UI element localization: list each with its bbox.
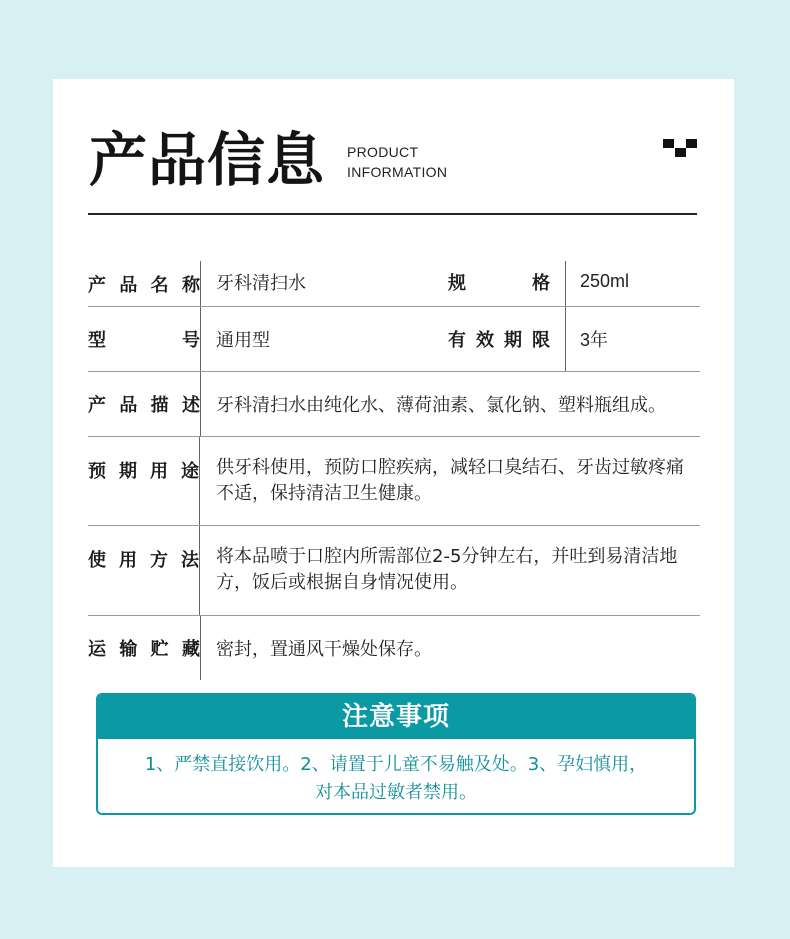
notice-body	[98, 739, 694, 807]
label-char: 型	[88, 330, 106, 351]
label-char: 藏	[181, 639, 200, 660]
label-char: 格	[532, 272, 550, 294]
subtitle-line-1: PRODUCT	[347, 144, 419, 160]
product-info-card	[53, 79, 734, 867]
label-description	[88, 372, 201, 436]
value-spec: 250ml	[580, 271, 630, 291]
label-char: 描	[150, 395, 169, 416]
column-divider	[565, 261, 566, 306]
label-intended-use	[88, 437, 200, 525]
label-product-name	[88, 261, 201, 306]
label-char: 途	[181, 461, 199, 482]
label-char: 述	[181, 395, 200, 416]
value-intended-use: 供牙科使用，预防口腔疾病，减轻口臭结石、牙齿过敏疼痛不适，保持清洁卫生健康。	[216, 457, 684, 504]
label-char: 称	[181, 274, 200, 296]
table-row-description	[88, 372, 700, 437]
label-char: 运	[88, 639, 106, 660]
label-storage	[88, 616, 201, 680]
notice-line-1: 1、严禁直接饮用。2、请置于儿童不易触及处。3、孕妇慎用，	[144, 754, 648, 775]
page-title: 产品信息	[89, 126, 326, 194]
table-row-storage	[88, 616, 700, 680]
label-char: 有	[448, 330, 466, 351]
table-row-intended-use	[88, 437, 700, 526]
value-usage: 将本品喷于口腔内所需部位2-5分钟左右，并吐到易清洁地方，饭后或根据自身情况使用。	[216, 546, 678, 593]
label-char: 预	[88, 461, 106, 482]
notice-line-2: 对本品过敏者禁用。	[315, 782, 477, 803]
notice-title: 注意事项	[98, 695, 694, 739]
label-char: 法	[181, 550, 199, 571]
table-row-usage	[88, 526, 700, 616]
label-char: 规	[448, 272, 466, 294]
value-storage: 密封，置通风干燥处保存。	[216, 639, 432, 660]
label-char: 用	[119, 550, 137, 571]
table-row-model-validity	[88, 307, 700, 372]
label-char: 品	[119, 395, 138, 416]
label-char: 使	[88, 550, 106, 571]
label-char: 产	[88, 274, 106, 296]
header-divider	[88, 213, 697, 215]
label-char: 产	[88, 395, 106, 416]
value-validity: 3年	[580, 330, 609, 350]
label-char: 方	[150, 550, 168, 571]
label-char: 贮	[150, 639, 169, 660]
label-char: 期	[119, 461, 137, 482]
value-model: 通用型	[216, 330, 270, 351]
brand-logo-icon	[663, 139, 699, 163]
label-char: 输	[119, 639, 138, 660]
page-subtitle	[347, 142, 447, 182]
label-char: 限	[532, 330, 550, 351]
info-table	[88, 257, 700, 680]
label-char: 用	[150, 461, 168, 482]
label-char: 品	[119, 274, 138, 296]
label-model	[88, 307, 201, 371]
label-validity	[448, 307, 550, 371]
label-usage	[88, 526, 200, 615]
label-spec	[448, 257, 550, 306]
notice-box	[96, 693, 696, 815]
subtitle-line-2: INFORMATION	[347, 164, 448, 180]
value-description: 牙科清扫水由纯化水、薄荷油素、氯化钠、塑料瓶组成。	[216, 395, 666, 416]
label-char: 号	[182, 330, 200, 351]
label-char: 效	[476, 330, 494, 351]
label-char: 名	[150, 274, 169, 296]
column-divider	[565, 307, 566, 371]
table-row-name-spec	[88, 257, 700, 307]
label-char: 期	[504, 330, 522, 351]
value-product-name: 牙科清扫水	[216, 272, 306, 294]
